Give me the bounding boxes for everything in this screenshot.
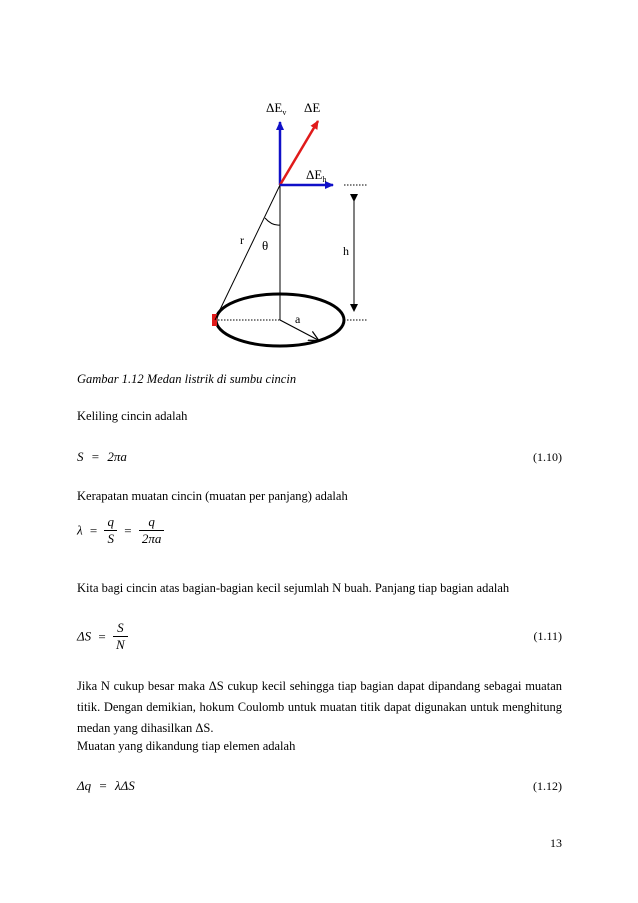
fraction-s-over-n xyxy=(113,620,128,653)
eq3-equals: = xyxy=(99,778,107,793)
paragraph-circumference: Keliling cincin adalah xyxy=(77,409,188,423)
label-a: a xyxy=(295,312,301,326)
paragraph-point-charge: Jika N cukup besar maka ΔS cukup kecil sehingga tiap bagian dapat dipandang sebagai muatan titik. Dengan demikian, hokum Coulomb untuk muatan titik dapat digunakan untuk menghitung medan yang dihasilkan ΔS. xyxy=(77,679,562,735)
fraction-q-over-s xyxy=(104,514,117,547)
label-h: h xyxy=(343,244,349,258)
label-e: ΔE xyxy=(304,100,321,115)
equation-1-12 xyxy=(77,778,135,794)
equation-number-1-10: (1.10) xyxy=(533,450,562,464)
label-ev: $\Delta E_v$ xyxy=(266,100,287,117)
lambda-lhs: λ xyxy=(77,522,83,538)
eq1-lhs: S xyxy=(77,449,84,464)
charge-element xyxy=(212,314,217,326)
figure-caption: Gambar 1.12 Medan listrik di sumbu cincin xyxy=(77,372,297,386)
eq3-lhs: Δq xyxy=(77,778,92,793)
equation-number-1-11: (1.11) xyxy=(533,629,562,643)
fraction3-denominator: N xyxy=(115,637,125,652)
fraction-q-over-2pia xyxy=(139,514,165,547)
fraction2-denominator: 2πa xyxy=(141,531,162,546)
distance-r-line xyxy=(215,185,280,320)
equation-lambda xyxy=(77,514,164,547)
label-theta: θ xyxy=(262,238,269,253)
paragraph-charge-density: Kerapatan muatan cincin (muatan per panjang) adalah xyxy=(77,489,348,503)
equation-1-11 xyxy=(77,620,128,653)
eq1-rhs: 2πa xyxy=(107,449,127,464)
equation-number-1-12: (1.12) xyxy=(533,779,562,793)
lambda-equals-2: = xyxy=(124,522,132,538)
label-r: r xyxy=(240,233,244,247)
page-number: 13 xyxy=(550,836,562,850)
eq3-rhs: λΔS xyxy=(114,778,135,793)
theta-arc xyxy=(265,218,280,225)
paragraph-element-charge: Muatan yang dikandung tiap elemen adalah xyxy=(77,739,296,753)
ring-field-diagram xyxy=(0,0,638,360)
paragraph-divide-ring: Kita bagi cincin atas bagian-bagian kecil sejumlah N buah. Panjang tiap bagian adalah xyxy=(77,581,510,595)
eq2-equals: = xyxy=(98,628,106,644)
fraction3-numerator: S xyxy=(113,620,128,637)
eq1-equals: = xyxy=(91,449,100,464)
fraction1-denominator: S xyxy=(107,531,114,546)
fraction1-numerator: q xyxy=(104,514,117,531)
fraction2-numerator: q xyxy=(139,514,165,531)
label-eh: $\Delta E_h$ xyxy=(306,167,327,184)
equation-1-10 xyxy=(77,449,127,465)
eq2-lhs: ΔS xyxy=(77,628,92,644)
lambda-equals-1: = xyxy=(89,522,98,538)
